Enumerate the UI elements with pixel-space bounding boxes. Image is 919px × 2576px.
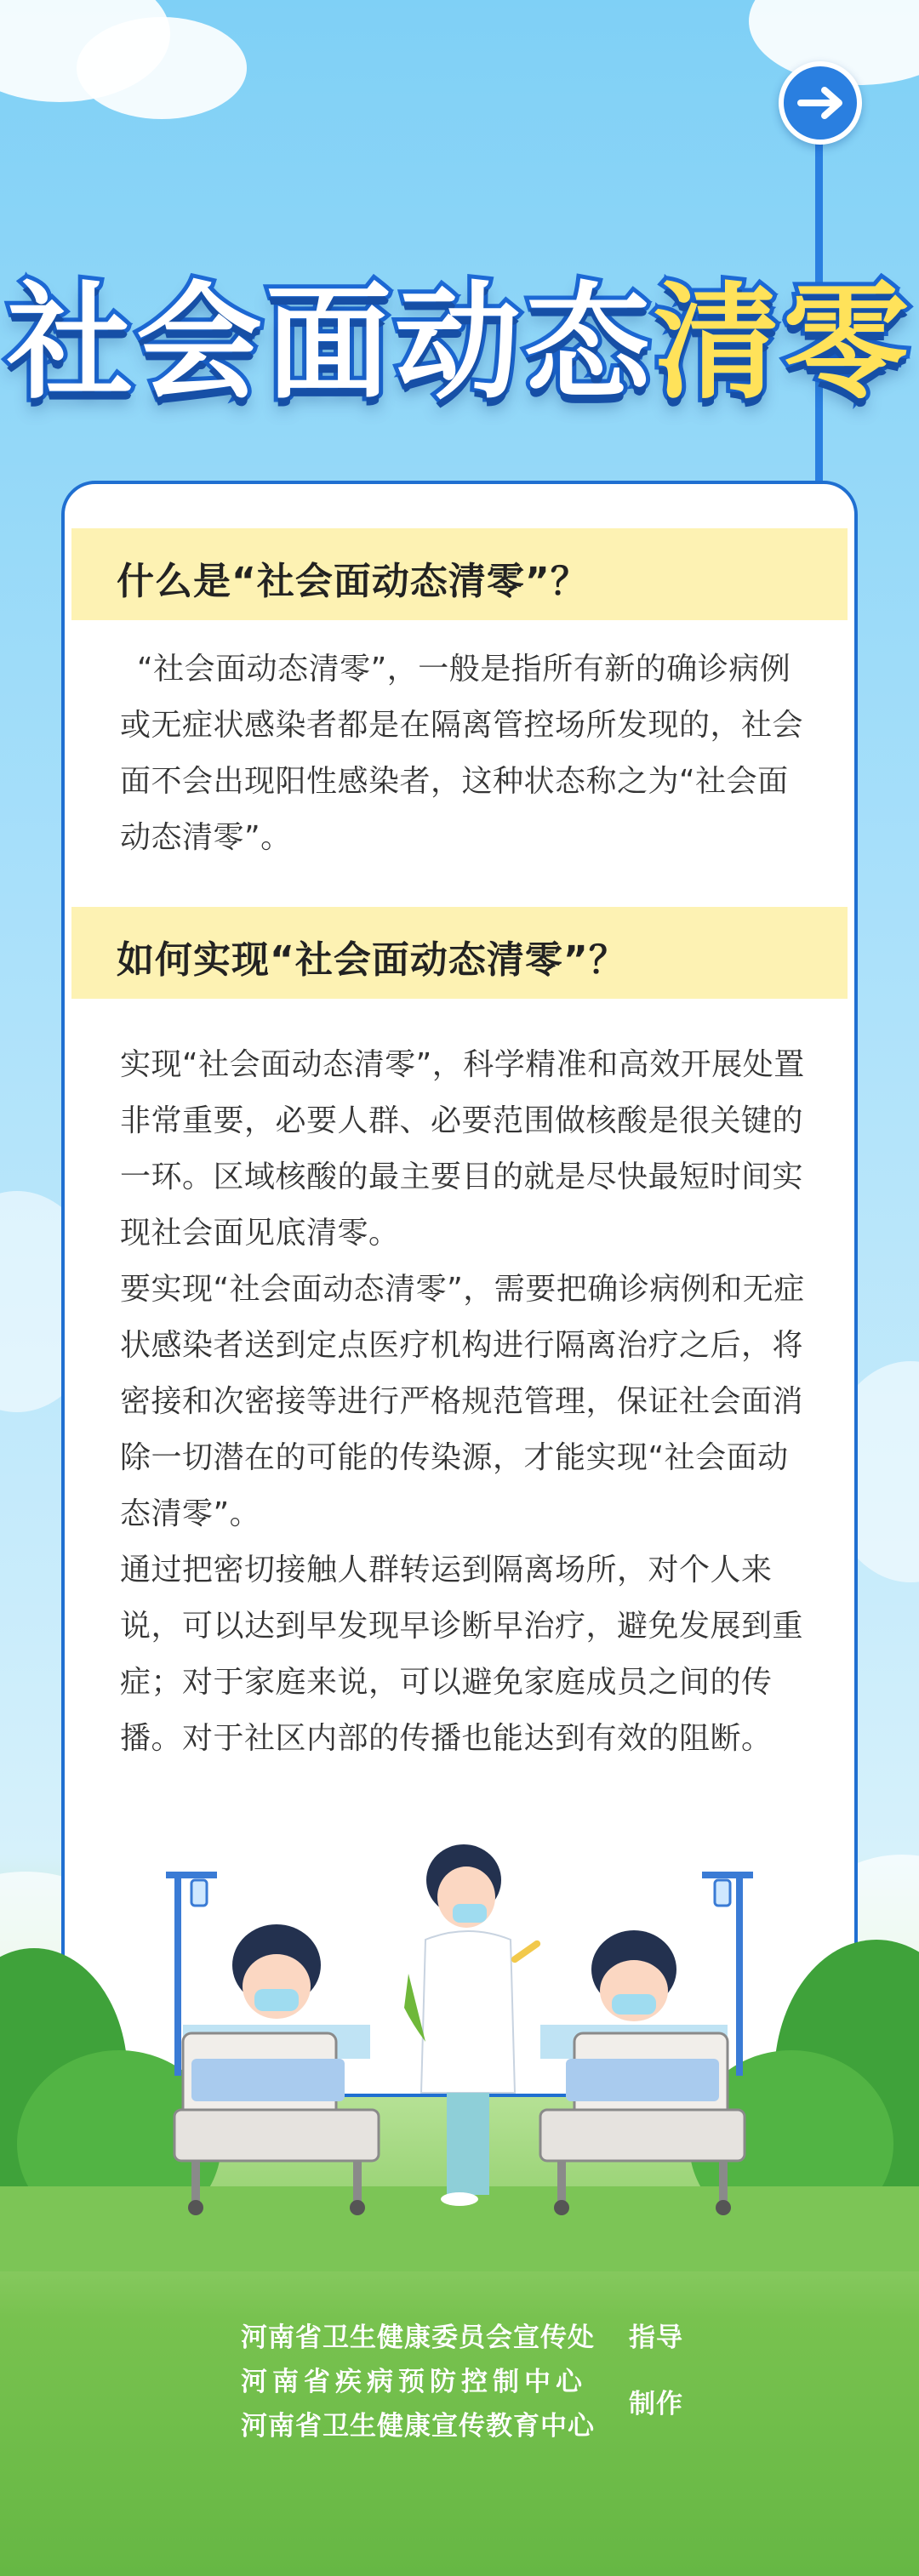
make-org: 河南省卫生健康宣传教育中心 xyxy=(241,2411,595,2442)
arrow-right-icon xyxy=(784,66,857,140)
guide-label: 指导 xyxy=(629,2322,683,2353)
make-org: 河南省疾病预防控制中心 xyxy=(241,2367,587,2397)
next-button[interactable] xyxy=(779,61,862,145)
guide-org: 河南省卫生健康委员会宣传处 xyxy=(241,2322,595,2353)
section-header xyxy=(71,528,848,620)
page-title-main: 社会面动态 xyxy=(7,270,654,416)
patient-bed-left-illustration xyxy=(140,1855,413,2220)
section-title: 如何实现“社会面动态清零”？ xyxy=(117,938,627,982)
paragraph: “社会面动态清零”，一般是指所有新的确诊病例或无症状感染者都是在隔离管控场所发现的，社会面不会出现阳性感染者，这种状态称之为“社会面动态清零”。 xyxy=(120,652,804,855)
credits xyxy=(241,2316,700,2452)
paragraph: 要实现“社会面动态清零”，需要把确诊病例和无症状感染者送到定点医疗机构进行隔离治疗之后，将密接和次密接等进行严格规范管理，保证社会面消除一切潜在的可能的传染源，才能实现“社会面动态清零”。 xyxy=(120,1272,805,1531)
page-title xyxy=(0,242,919,423)
section-body xyxy=(120,1037,818,1767)
paragraph: 通过把密切接触人群转运到隔离场所，对个人来说，可以达到早发现早诊断早治疗，避免发展到重症；对于家庭来说，可以避免家庭成员之间的传播。对于社区内部的传播也能达到有效的阻断。 xyxy=(120,1553,804,1756)
patient-bed-right-illustration xyxy=(506,1855,779,2220)
section-body xyxy=(120,641,818,866)
section-header xyxy=(71,907,848,999)
page-title-accent: 清零 xyxy=(654,270,912,416)
cloud xyxy=(77,17,247,119)
paragraph: 实现“社会面动态清零”，科学精准和高效开展处置非常重要，必要人群、必要范围做核酸是很关键的一环。区域核酸的最主要目的就是尽快最短时间实现社会面见底清零。 xyxy=(120,1047,805,1251)
section-title: 什么是“社会面动态清零”？ xyxy=(117,560,589,603)
make-label: 制作 xyxy=(629,2389,683,2419)
